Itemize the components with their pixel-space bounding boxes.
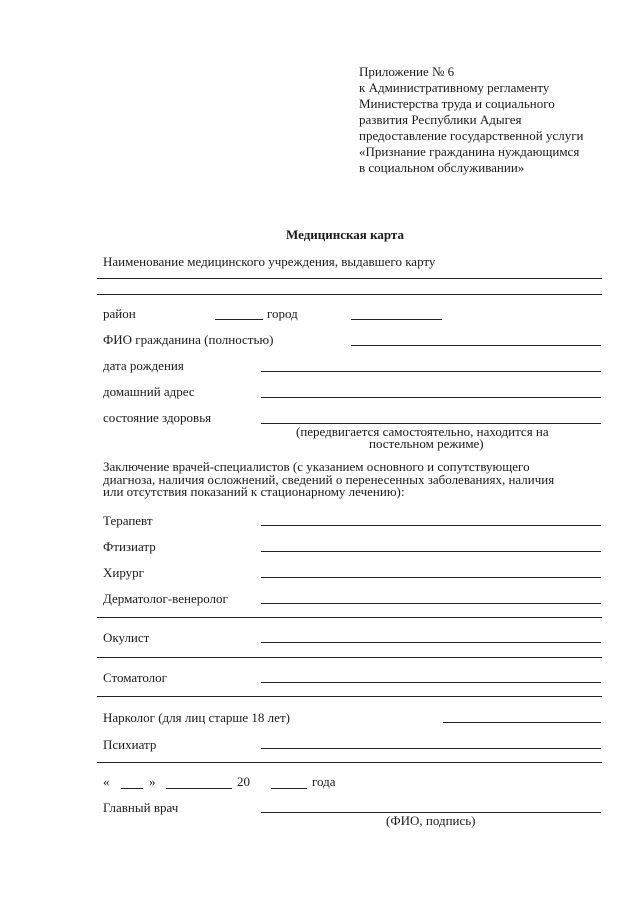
surgeon-label: Хирург <box>103 565 145 580</box>
psychiatrist-label: Психиатр <box>103 737 157 752</box>
oculist-field[interactable] <box>261 642 601 643</box>
date-quote-open: « <box>103 774 110 789</box>
health-hint-line-1: (передвигается самостоятельно, находится на <box>296 424 549 439</box>
district-label: район <box>103 306 136 321</box>
appendix-line: развития Республики Адыгея <box>359 112 522 127</box>
phthisiatrician-label: Фтизиатр <box>103 539 156 554</box>
district-field[interactable] <box>215 319 263 320</box>
dermatologist-label: Дерматолог-венеролог <box>103 591 228 606</box>
institution-line-2[interactable] <box>97 294 602 295</box>
day-field[interactable] <box>121 788 143 789</box>
oculist-extra-line[interactable] <box>97 657 602 658</box>
phthisiatrician-field[interactable] <box>261 551 601 552</box>
date-quote-close: » <box>149 774 156 789</box>
dermatologist-field[interactable] <box>261 603 601 604</box>
institution-line-1[interactable] <box>97 278 602 279</box>
date-century: 20 <box>237 774 250 789</box>
health-state-label: состояние здоровья <box>103 410 212 425</box>
appendix-line: к Административному регламенту <box>359 80 550 95</box>
document-title: Медицинская карта <box>286 227 404 242</box>
year-field[interactable] <box>271 788 307 789</box>
narcologist-field[interactable] <box>443 722 601 723</box>
month-field[interactable] <box>166 788 232 789</box>
therapist-field[interactable] <box>261 525 601 526</box>
chief-doctor-label: Главный врач <box>103 800 179 815</box>
appendix-line: в социальном обслуживании» <box>359 160 525 175</box>
appendix-line: Министерства труда и социального <box>359 96 555 111</box>
conclusion-line: или отсутствия показаний к стационарному лечению): <box>103 484 405 499</box>
dentist-label: Стоматолог <box>103 670 167 685</box>
appendix-line: «Признание гражданина нуждающимся <box>359 144 580 159</box>
home-address-field[interactable] <box>261 397 601 398</box>
appendix-line: предоставление государственной услуги <box>359 128 584 143</box>
institution-label: Наименование медицинского учреждения, выдавшего карту <box>103 254 436 269</box>
oculist-label: Окулист <box>103 630 150 645</box>
appendix-block <box>359 64 583 176</box>
full-name-label: ФИО гражданина (полностью) <box>103 332 274 347</box>
health-hint-line-2: постельном режиме) <box>369 436 484 451</box>
year-word: года <box>312 774 336 789</box>
home-address-label: домашний адрес <box>103 384 195 399</box>
birth-date-label: дата рождения <box>103 358 184 373</box>
signature-hint: (ФИО, подпись) <box>386 813 476 828</box>
conclusion-paragraph <box>103 461 603 499</box>
psychiatrist-extra-line[interactable] <box>97 762 602 763</box>
city-label: город <box>267 306 298 321</box>
conclusion-line: диагноза, наличия осложнений, сведений о перенесенных заболеваниях, наличия <box>103 471 555 487</box>
dermatologist-extra-line[interactable] <box>97 617 602 618</box>
surgeon-field[interactable] <box>261 577 601 578</box>
narcologist-label: Нарколог (для лиц старше 18 лет) <box>103 710 290 725</box>
psychiatrist-field[interactable] <box>261 748 601 749</box>
therapist-label: Терапевт <box>103 513 153 528</box>
conclusion-line: Заключение врачей-специалистов (с указанием основного и сопутствующего <box>103 459 530 474</box>
full-name-field[interactable] <box>351 345 601 346</box>
city-field[interactable] <box>351 319 442 320</box>
dentist-extra-line[interactable] <box>97 696 602 697</box>
dentist-field[interactable] <box>261 682 601 683</box>
birth-date-field[interactable] <box>261 371 601 372</box>
appendix-line: Приложение № 6 <box>359 64 455 79</box>
